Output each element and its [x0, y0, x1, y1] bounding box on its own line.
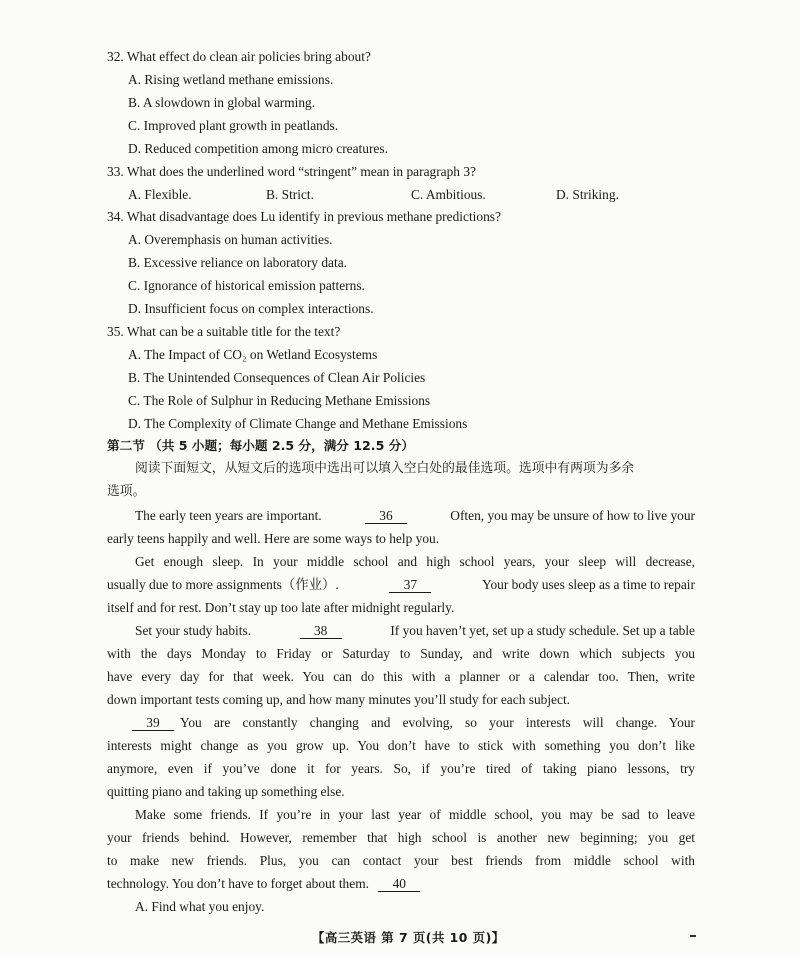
question-34-option-c: C. Ignorance of historical emission patterns.	[128, 278, 365, 293]
passage-text: usually due to more assignments（作业）.	[107, 577, 339, 592]
passage-line	[107, 578, 695, 593]
passage-line: your friends behind. However, remember that high school is another new beginning; you get	[107, 830, 695, 845]
question-35-option-a: A. The Impact of CO₂ on Wetland Ecosystems	[128, 347, 378, 362]
blank-38: 38	[300, 624, 342, 639]
blank-36: 36	[365, 509, 407, 524]
passage-line	[135, 509, 695, 524]
question-35-option-b: B. The Unintended Consequences of Clean Air Policies	[128, 370, 426, 385]
passage-text: Often, you may be unsure of how to live your	[450, 508, 695, 523]
passage-line: Get enough sleep. In your middle school and high school years, your sleep will decrease,	[135, 554, 695, 569]
question-33-option-a: A. Flexible.	[128, 187, 192, 202]
passage-line: interests might change as you grow up. You don’t have to stick with something you don’t like	[107, 738, 695, 753]
blank-37: 37	[389, 578, 431, 593]
page-footer: 【高三英语 第 7 页(共 10 页)】	[312, 930, 505, 945]
question-32-option-c: C. Improved plant growth in peatlands.	[128, 118, 339, 133]
question-32-stem: 32. What effect do clean air policies bring about?	[107, 49, 371, 64]
question-34-option-b: B. Excessive reliance on laboratory data.	[128, 255, 347, 270]
passage-text: The early teen years are important.	[135, 508, 322, 523]
passage-line: early teens happily and well. Here are some ways to help you.	[107, 531, 440, 546]
passage-text: If you haven’t yet, set up a study schedule. Set up a table	[390, 623, 695, 638]
question-34-option-a: A. Overemphasis on human activities.	[128, 232, 333, 247]
passage-line: quitting piano and taking up something else.	[107, 784, 345, 799]
passage-line: to make new friends. Plus, you can contact your best friends from middle school with	[107, 853, 695, 868]
passage-text: Your body uses sleep as a time to repair	[482, 577, 695, 592]
passage-line: anymore, even if you’ve done it for years. So, if you’re tired of taking piano lessons, try	[107, 761, 695, 776]
question-32-option-b: B. A slowdown in global warming.	[128, 95, 316, 110]
instruction-line-2: 选项。	[107, 484, 146, 499]
passage-line: itself and for rest. Don’t stay up too late after midnight regularly.	[107, 600, 455, 615]
question-33-option-d: D. Striking.	[556, 187, 619, 202]
passage-line	[107, 877, 420, 892]
passage-text: Set your study habits.	[135, 623, 252, 638]
passage-line: with the days Monday to Friday or Saturday to Sunday, and write down which subjects you	[107, 646, 695, 661]
passage-line: down important tests coming up, and how many minutes you’ll study for each subject.	[107, 692, 571, 707]
blank-40: 40	[378, 877, 420, 892]
question-32-option-a: A. Rising wetland methane emissions.	[128, 72, 334, 87]
passage-line: have every day for that week. You can do this with a planner or a calendar too. Then, write	[107, 669, 695, 684]
section-heading: 第二节 （共 5 小题；每小题 2.5 分，满分 12.5 分）	[107, 438, 414, 453]
question-33-option-c: C. Ambitious.	[411, 187, 486, 202]
question-34-stem: 34. What disadvantage does Lu identify in previous methane predictions?	[107, 209, 501, 224]
choice-a: A. Find what you enjoy.	[135, 899, 265, 914]
blank-39: 39	[132, 716, 174, 731]
question-33-option-b: B. Strict.	[266, 187, 314, 202]
question-35-option-d: D. The Complexity of Climate Change and Methane Emissions	[128, 416, 468, 431]
question-33-stem: 33. What does the underlined word “stringent” mean in paragraph 3?	[107, 164, 476, 179]
instruction-line-1: 阅读下面短文，从短文后的选项中选出可以填入空白处的最佳选项。选项中有两项为多余	[135, 461, 635, 476]
passage-line: Make some friends. If you’re in your last year of middle school, you may be sad to leave	[135, 807, 695, 822]
question-34-option-d: D. Insufficient focus on complex interactions.	[128, 301, 374, 316]
question-35-stem: 35. What can be a suitable title for the text?	[107, 324, 341, 339]
question-35-option-c: C. The Role of Sulphur in Reducing Methane Emissions	[128, 393, 431, 408]
question-32-option-d: D. Reduced competition among micro creatures.	[128, 141, 388, 156]
passage-text: technology. You don’t have to forget about them.	[107, 876, 369, 891]
passage-line	[132, 716, 695, 731]
passage-text: You are constantly changing and evolving, so your interests will change. Your	[180, 715, 695, 730]
passage-line	[135, 624, 695, 639]
page-mark	[690, 935, 696, 937]
